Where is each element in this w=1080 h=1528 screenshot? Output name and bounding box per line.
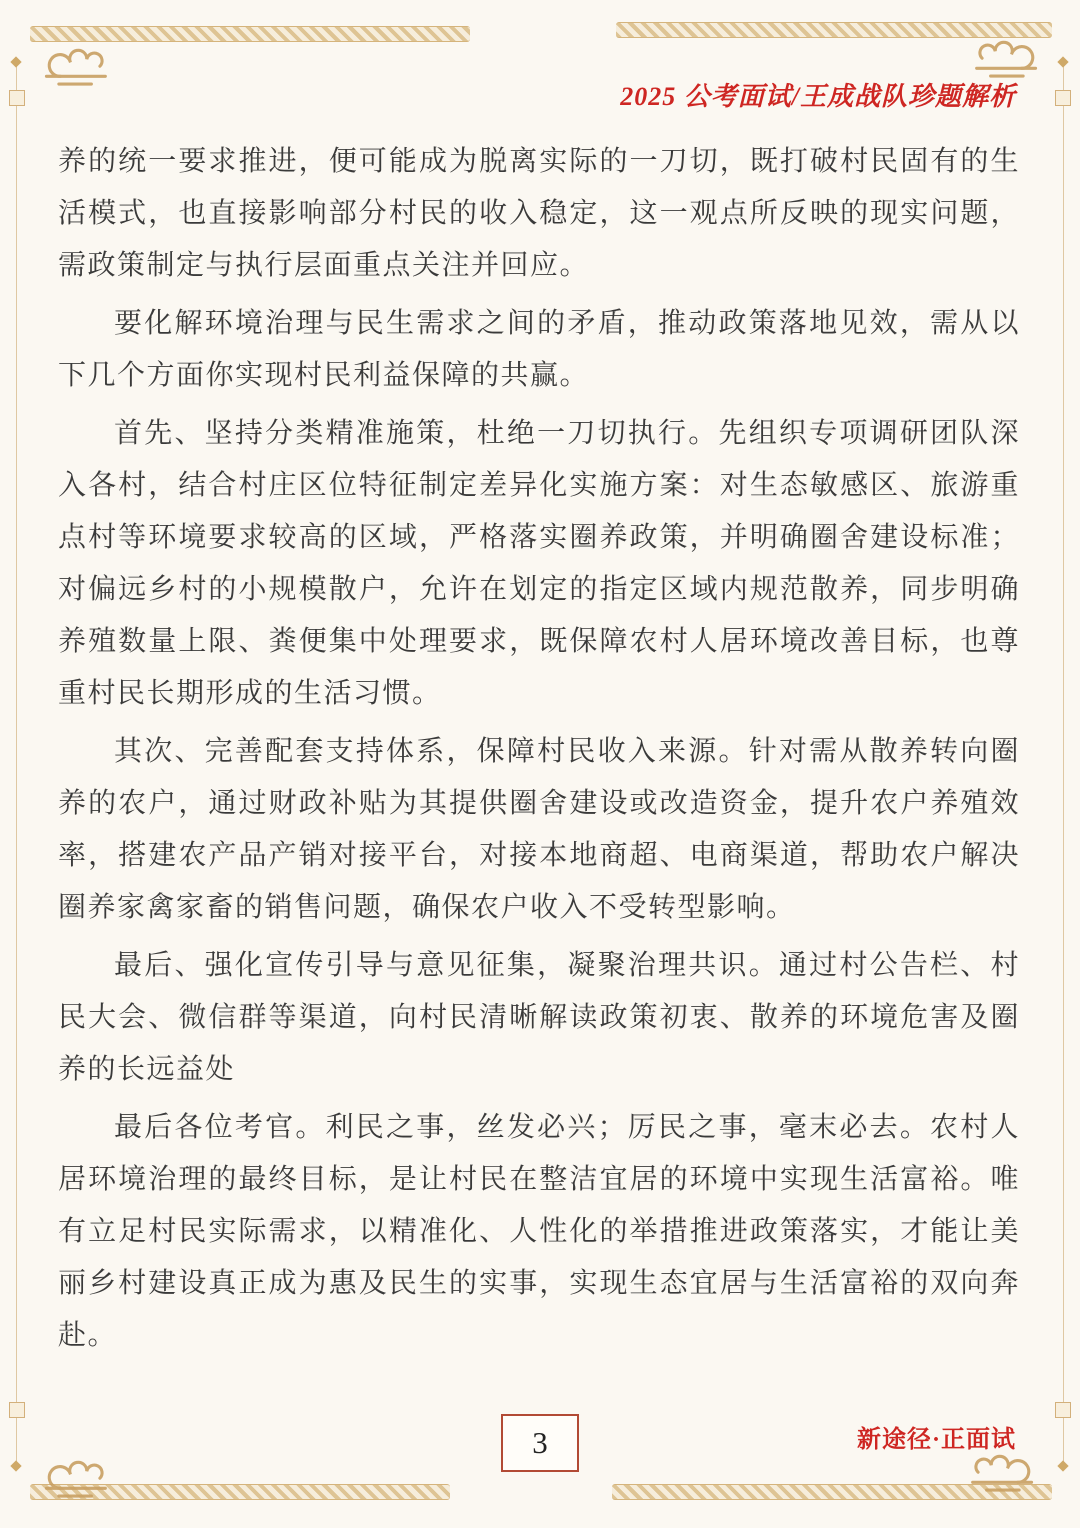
paragraph: 首先、坚持分类精准施策，杜绝一刀切执行。先组织专项调研团队深入各村，结合村庄区位特征制定差异化实施方案：对生态敏感区、旅游重点村等环境要求较高的区域，严格落实圈养政策，并明确圈舍建设标准；对偏远乡村的小规模散户，允许在划定的指定区域内规范散养，同步明确养殖数量上限、粪便集中处理要求，既保障农村人居环境改善目标，也尊重村民长期形成的生活习惯。 (58, 418, 1020, 709)
page-number-box (501, 1414, 579, 1472)
document-body (58, 136, 1020, 1362)
border-ornament-right (1063, 64, 1064, 1464)
corner-frame-top-right (1055, 90, 1071, 106)
footer-brand (857, 1419, 1016, 1454)
paragraph: 要化解环境治理与民生需求之间的矛盾，推动政策落地见效，需从以下几个方面你实现村民利益保障的共赢。 (58, 308, 1020, 391)
paragraph: 其次、完善配套支持体系，保障村民收入来源。针对需从散养转向圈养的农户，通过财政补贴为其提供圈舍建设或改造资金，提升农户养殖效率，搭建农产品产销对接平台，对接本地商超、电商渠道，帮助农户解决圈养家禽家畜的销售问题，确保农户收入不受转型影响。 (58, 736, 1020, 923)
corner-frame-bottom-left (9, 1402, 25, 1418)
paragraph: 最后各位考官。利民之事，丝发必兴；厉民之事，毫末必去。农村人居环境治理的最终目标，是让村民在整洁宜居的环境中实现生活富裕。唯有立足村民实际需求，以精准化、人性化的举措推进政策落实，才能让美丽乡村建设真正成为惠及民生的实事，实现生态宜居与生活富裕的双向奔赴。 (58, 1112, 1020, 1351)
corner-frame-bottom-right (1055, 1402, 1071, 1418)
header-title: 2025 公考面试/王成战队珍题解析 (620, 82, 1016, 111)
footer-brand-label: 新途径·正面试 (856, 1427, 1016, 1453)
corner-frame-top-left (9, 90, 25, 106)
cloud-ornament-bottom-left-icon (24, 1448, 134, 1510)
page-header (620, 76, 1016, 113)
paragraph: 最后、强化宣传引导与意见征集，凝聚治理共识。通过村公告栏、村民大会、微信群等渠道，向村民清晰解读政策初衷、散养的环境危害及圈养的长远益处 (58, 950, 1020, 1085)
paragraph: 养的统一要求推进，便可能成为脱离实际的一刀切，既打破村民固有的生活模式，也直接影响部分村民的收入稳定，这一观点所反映的现实问题，需政策制定与执行层面重点关注并回应。 (58, 146, 1020, 281)
page-number: 3 (532, 1425, 548, 1460)
cloud-ornament-top-left-icon (24, 36, 134, 98)
border-ornament-left (16, 64, 17, 1464)
